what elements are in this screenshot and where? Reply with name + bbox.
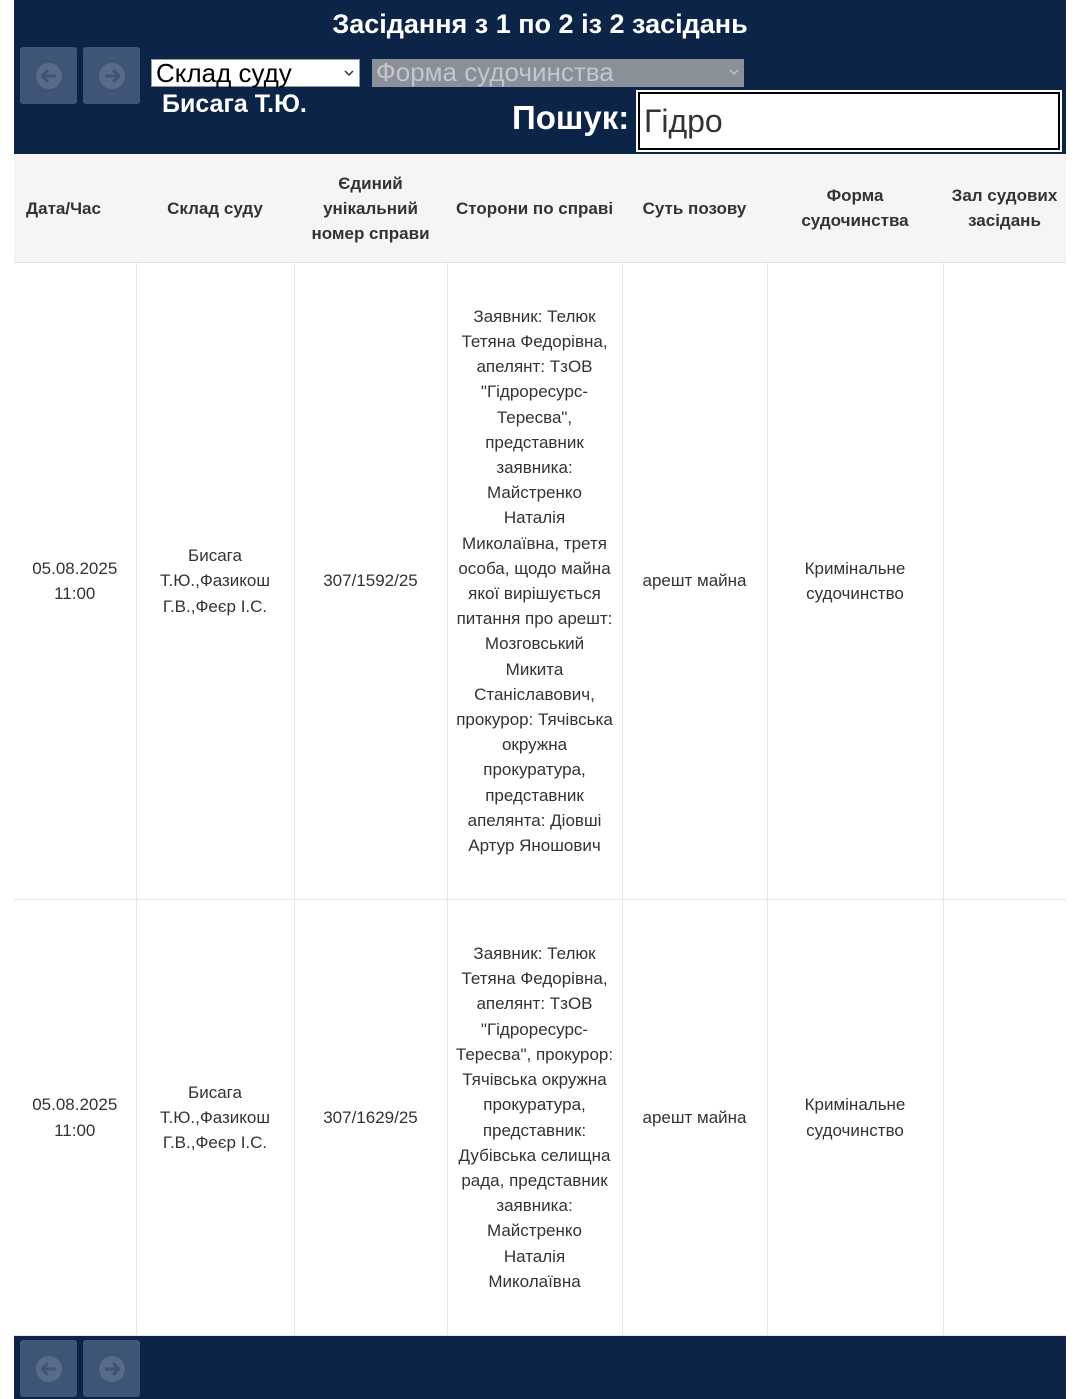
- cell-parties: Заявник: Телюк Тетяна Федорівна, апелянт: ТзОВ "Гідроресурс-Тересва", прокурор: Тячівська окружна прокуратура, представник: Дубівська селищна рада, представник заявника: Майстренко Наталія Миколаївна: [447, 900, 622, 1336]
- court-composition-select[interactable]: [151, 59, 360, 87]
- cell-court: Бисага Т.Ю.,Фазикош Г.В.,Феєр І.С.: [136, 263, 294, 900]
- arrow-right-circle-icon: [99, 1356, 125, 1382]
- cell-case-number: 307/1629/25: [294, 900, 447, 1336]
- cell-parties: Заявник: Телюк Тетяна Федорівна, апелянт: ТзОВ "Гідроресурс-Тересва", представник заявника: Майстренко Наталія Миколаївна, третя особа, щодо майна якої вирішується питання про арешт: Мозговський Микита Станіславович, прокурор: Тячівська окружна прокуратура, представник апелянта: Діовші Артур Яношович: [447, 263, 622, 900]
- arrow-left-circle-icon: [36, 63, 62, 89]
- next-page-button[interactable]: [83, 47, 140, 104]
- cell-time: 11:00: [54, 1120, 96, 1140]
- proceeding-form-select-value: Форма судочинства: [376, 57, 614, 87]
- column-header-court: Склад суду: [136, 154, 294, 263]
- cell-claim: арешт майна: [622, 900, 767, 1336]
- table-row: [14, 263, 1066, 900]
- footer-next-page-button[interactable]: [83, 1340, 140, 1397]
- cell-court: Бисага Т.Ю.,Фазикош Г.В.,Феєр І.С.: [136, 900, 294, 1336]
- chevron-down-icon: [729, 68, 739, 76]
- cell-time: 11:00: [54, 584, 96, 603]
- page-title: Засідання з 1 по 2 із 2 засідань: [332, 9, 748, 39]
- selected-judge: Бисага Т.Ю.: [162, 90, 307, 118]
- search-input[interactable]: [638, 92, 1060, 150]
- column-header-case-number: Єдиний унікальний номер справи: [294, 154, 447, 263]
- column-header-claim: Суть позову: [622, 154, 767, 263]
- cell-hall: [943, 263, 1066, 900]
- header-bar: [14, 0, 1066, 154]
- cell-claim: арешт майна: [622, 263, 767, 900]
- arrow-right-circle-icon: [99, 63, 125, 89]
- column-header-form: Форма судочинства: [767, 154, 943, 263]
- search-label: Пошук:: [512, 99, 630, 136]
- cell-case-number: 307/1592/25: [294, 263, 447, 900]
- proceeding-form-select[interactable]: [372, 59, 744, 87]
- table-header-row: [14, 154, 1066, 263]
- column-header-hall: Зал судових засідань: [943, 154, 1066, 263]
- cell-form: Кримінальне судочинство: [767, 900, 943, 1336]
- cell-datetime: [14, 263, 136, 900]
- cell-hall: [943, 900, 1066, 1336]
- cell-date: 05.08.2025: [32, 1095, 118, 1115]
- cell-form: Кримінальне судочинство: [767, 263, 943, 900]
- court-composition-select-value: Склад суду: [156, 58, 292, 88]
- table-row: [14, 900, 1066, 1336]
- column-header-parties: Сторони по справі: [447, 154, 622, 263]
- column-header-date: Дата/Час: [14, 154, 136, 263]
- cell-datetime: [14, 900, 136, 1336]
- hearings-table: [14, 154, 1066, 1336]
- footer-bar: [14, 1336, 1066, 1399]
- prev-page-button[interactable]: [20, 47, 77, 104]
- arrow-left-circle-icon: [36, 1356, 62, 1382]
- footer-prev-page-button[interactable]: [20, 1340, 77, 1397]
- cell-date: 05.08.2025: [32, 558, 118, 578]
- chevron-down-icon: [344, 69, 354, 77]
